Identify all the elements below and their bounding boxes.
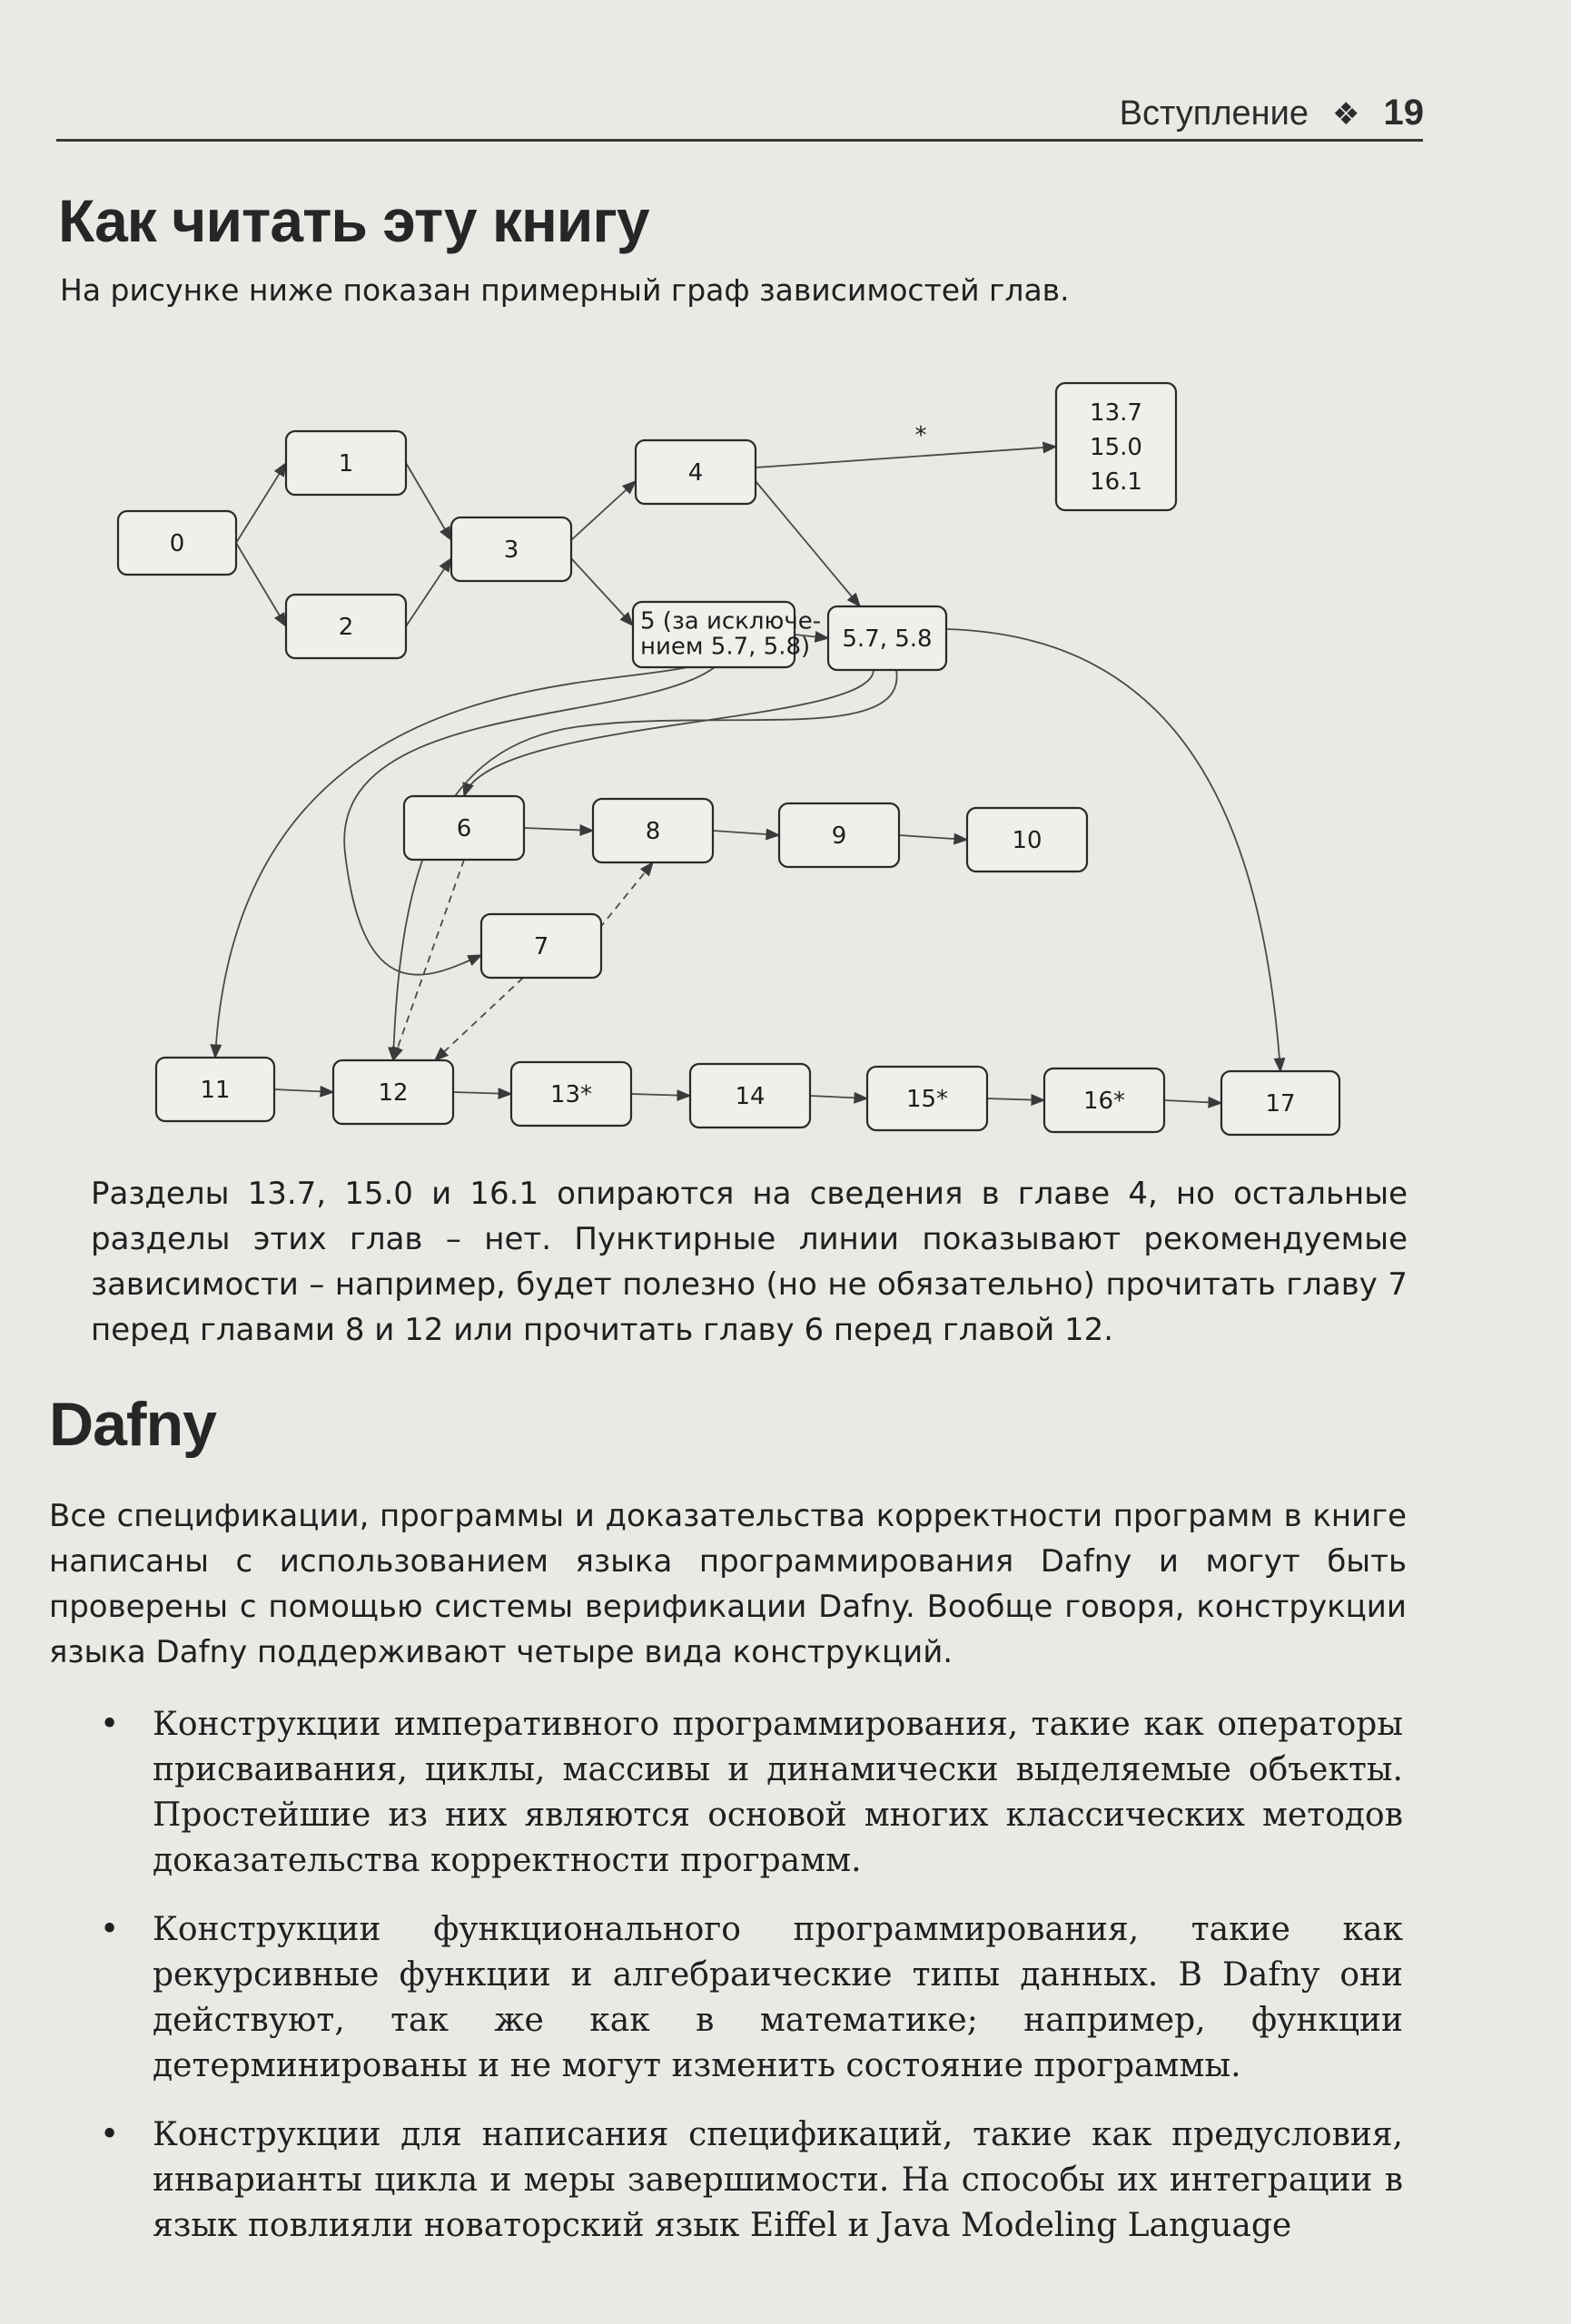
edge-12-13 — [453, 1092, 511, 1094]
graph-node-extra — [1056, 383, 1176, 510]
graph-explanation-text: Разделы 13.7, 15.0 и 16.1 опираются на сведения в главе 4, но остальные разделы этих глав – нет. Пунктирные линии показывают рекомендуемые зависимости – например, будет полезно (но не обязательно) прочитать главу 7 перед главами 8 и 12 или прочитать главу 6 перед главой 12. — [91, 1176, 1408, 1348]
node-label: 12 — [378, 1079, 409, 1108]
list-item — [100, 2112, 1403, 2249]
edge-label: * — [914, 422, 927, 449]
fleuron-icon: ❖ — [1332, 97, 1360, 132]
edge-11-12 — [274, 1089, 333, 1092]
node-label: нием 5.7, 5.8) — [640, 633, 811, 661]
list-item-text: Конструкции императивного программирования, такие как операторы присваивания, циклы, массивы и динамически выделяемые объекты. Простейшие из них являются основой многих классических методов доказательства корректности программ. — [153, 1706, 1403, 1879]
graph-node-4 — [636, 440, 756, 504]
node-label: 5.7, 5.8 — [842, 625, 933, 654]
node-label: 7 — [533, 933, 549, 961]
graph-node-1 — [286, 431, 406, 495]
graph-edges — [215, 422, 1280, 1103]
graph-nodes — [118, 383, 1339, 1135]
node-label: 16.1 — [1090, 468, 1142, 497]
edge-3-5 — [571, 558, 633, 625]
edge-4-extra — [756, 447, 1056, 468]
node-label: 3 — [503, 537, 519, 565]
node-label: 11 — [200, 1077, 231, 1105]
bullet-icon: • — [100, 1911, 120, 1948]
list-item — [100, 1907, 1403, 2089]
edge-15-16 — [987, 1098, 1044, 1100]
bullet-icon: • — [100, 1706, 120, 1743]
running-head-section: Вступление — [1119, 94, 1309, 133]
section-title-dafny: Dafny — [49, 1390, 216, 1459]
node-label: 13* — [549, 1081, 593, 1109]
graph-node-7 — [481, 914, 601, 978]
edge-0-2 — [236, 543, 286, 626]
node-label: 10 — [1012, 827, 1042, 855]
graph-node-11 — [156, 1058, 274, 1121]
page-number: 19 — [1383, 93, 1424, 133]
node-label: 16* — [1082, 1088, 1126, 1116]
node-label: 17 — [1265, 1090, 1296, 1118]
list-item — [100, 1702, 1403, 1884]
graph-node-16 — [1044, 1068, 1164, 1132]
node-label: 6 — [456, 815, 472, 843]
edge-7-12 — [435, 978, 523, 1060]
graph-node-17 — [1221, 1071, 1339, 1135]
node-label: 8 — [645, 818, 661, 846]
graph-node-14 — [690, 1064, 810, 1128]
graph-node-12 — [333, 1060, 453, 1124]
edge-578-6 — [464, 670, 874, 796]
graph-node-578 — [828, 606, 946, 670]
edge-6-12 — [393, 860, 464, 1060]
graph-node-13 — [511, 1062, 631, 1126]
edge-13-14 — [631, 1094, 690, 1096]
node-label: 0 — [169, 530, 185, 558]
graph-node-8 — [593, 799, 713, 862]
dafny-intro-text: Все спецификации, программы и доказательства корректности программ в книге написаны с использованием языка программирования Dafny и могут быть проверены с помощью системы верификации Dafny. Вообще говоря, конструкции языка Dafny поддерживают четыре вида конструкций. — [49, 1498, 1407, 1670]
graph-node-6 — [404, 796, 524, 860]
section-title-how-to-read: Как читать эту книгу — [58, 187, 649, 254]
node-label: 5 (за исключе- — [640, 607, 822, 635]
node-label: 15* — [905, 1086, 949, 1114]
graph-node-0 — [118, 511, 236, 575]
list-item-text: Конструкции для написания спецификаций, такие как предусловия, инварианты цикла и меры завершимости. На способы их интеграции в язык повлияли новаторский язык Eiffel и Java Modeling Language — [153, 2116, 1403, 2244]
edge-9-10 — [899, 835, 967, 840]
node-label: 4 — [687, 459, 704, 487]
edge-1-3 — [406, 463, 451, 540]
node-label: 14 — [735, 1083, 766, 1111]
graph-node-5 — [633, 602, 821, 667]
bullet-icon: • — [100, 2116, 120, 2153]
edge-3-4 — [571, 481, 636, 540]
list-item-text: Конструкции функционального программирования, такие как рекурсивные функции и алгебраические типы данных. В Dafny они действуют, так же как в математике; например, функции детерминированы и не могут изменить состояние программы. — [153, 1911, 1403, 2084]
node-label: 15.0 — [1090, 434, 1142, 462]
edge-4-578 — [756, 481, 860, 606]
edge-0-1 — [236, 463, 286, 543]
graph-node-15 — [867, 1067, 987, 1130]
node-label: 13.7 — [1090, 399, 1142, 428]
construct-list — [100, 1702, 1403, 2272]
graph-node-3 — [451, 517, 571, 581]
graph-node-2 — [286, 595, 406, 658]
edge-16-17 — [1164, 1100, 1221, 1103]
edge-6-8 — [524, 828, 593, 831]
graph-intro-text: На рисунке ниже показан примерный граф зависимостей глав. — [60, 272, 1070, 308]
node-label: 1 — [338, 450, 354, 478]
edge-2-3 — [406, 558, 451, 626]
graph-node-9 — [779, 803, 899, 867]
node-label: 2 — [338, 614, 354, 642]
edge-14-15 — [810, 1096, 867, 1098]
graph-node-10 — [967, 808, 1087, 872]
edge-8-9 — [713, 831, 779, 835]
node-label: 9 — [831, 822, 847, 851]
